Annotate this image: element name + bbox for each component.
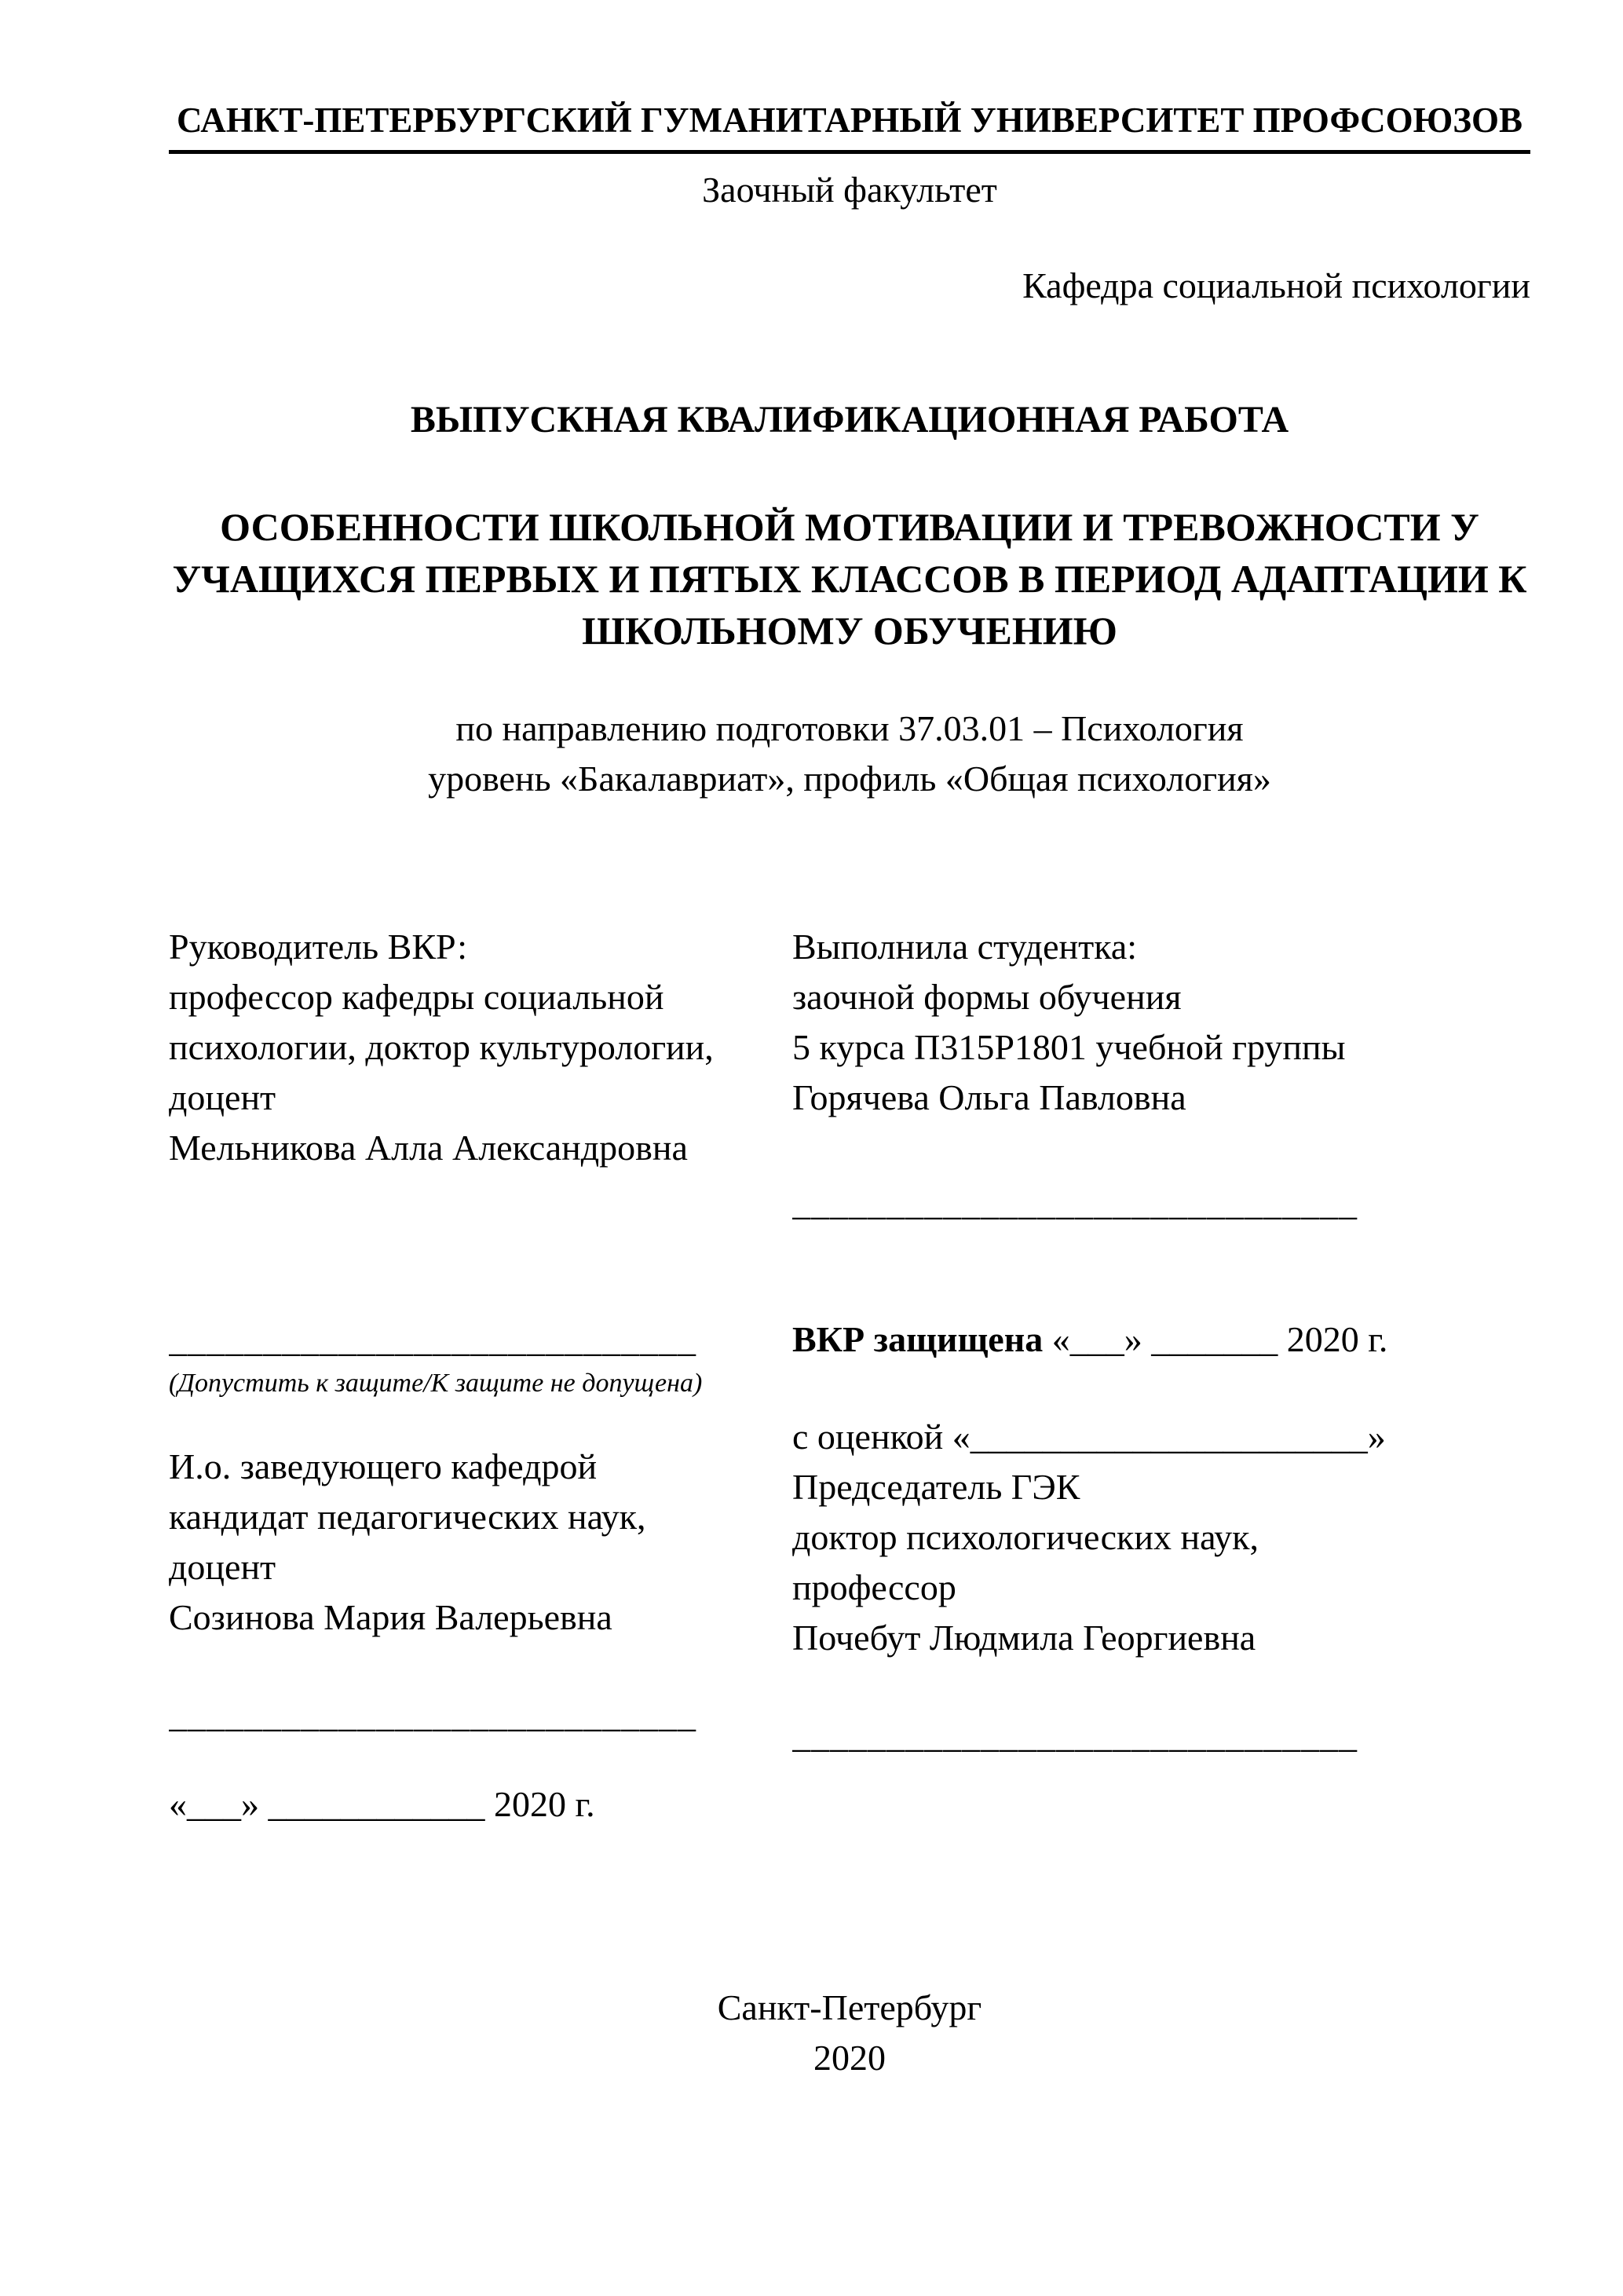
supervisor-position-line: психологии, доктор культурологии, [169,1027,714,1067]
footer-year: 2020 [813,2038,886,2078]
committee-signature-line: ______________________________ [792,1715,1358,1755]
supervisor-position-line: доцент [169,1077,276,1117]
university-header [169,98,1530,154]
admission-signature-line: ____________________________ [169,1319,696,1359]
department-head-block [169,1442,792,1643]
thesis-title-line: ОСОБЕННОСТИ ШКОЛЬНОЙ МОТИВАЦИИ И ТРЕВОЖНОСТИ У [220,505,1479,549]
department-name: Кафедра социальной психологии [1022,265,1530,305]
student-signature-line: ______________________________ [792,1183,1358,1223]
supervisor-position-line: профессор кафедры социальной [169,977,664,1017]
university-name: САНКТ-ПЕТЕРБУРГСКИЙ ГУМАНИТАРНЫЙ УНИВЕРСИТЕТ ПРОФСОЮЗОВ [176,101,1523,140]
program-info [169,704,1530,804]
thesis-title [169,501,1530,656]
department-head-title: доцент [169,1547,276,1587]
supervisor-block [169,922,792,1173]
committee-chair-degree: доктор психологических наук, [792,1517,1259,1557]
supervisor-role-label: Руководитель ВКР: [169,927,468,967]
student-role-label: Выполнила студентка: [792,927,1138,967]
faculty-name: Заочный факультет [702,170,997,210]
program-level: уровень «Бакалавриат», профиль «Общая психология» [428,759,1271,799]
work-type-heading: ВЫПУСКНАЯ КВАЛИФИКАЦИОННАЯ РАБОТА [410,399,1289,441]
committee-chair-name: Почебут Людмила Георгиевна [792,1618,1256,1658]
defense-label: ВКР защищена [792,1319,1044,1359]
committee-chair-role: Председатель ГЭК [792,1467,1080,1507]
footer-city: Санкт-Петербург [717,1987,982,2027]
signatures-section [169,922,1530,1830]
committee-chair-title: профессор [792,1567,956,1607]
grade-blank-line: с оценкой «______________________» [792,1417,1386,1457]
defense-date-blank: «___» _______ 2020 г. [1043,1319,1388,1359]
student-block [792,922,1530,1123]
department-head-date-blank: «___» ____________ 2020 г. [169,1784,595,1824]
footer [169,1983,1530,2083]
department-head-role: И.о. заведующего кафедрой [169,1446,598,1486]
admission-note: (Допустить к защите/К защите не допущена) [169,1369,703,1398]
department-head-degree: кандидат педагогических наук, [169,1497,646,1537]
defense-date-line [792,1314,1530,1365]
thesis-title-line: УЧАЩИХСЯ ПЕРВЫХ И ПЯТЫХ КЛАССОВ В ПЕРИОД АДАПТАЦИИ К [172,557,1527,601]
student-name: Горячева Ольга Павловна [792,1077,1186,1117]
program-direction: по направлению подготовки 37.03.01 – Психология [455,708,1244,748]
student-study-form: заочной формы обучения [792,977,1182,1017]
department-head-signature-line: ____________________________ [169,1695,696,1735]
student-group: 5 курса П315Р1801 учебной группы [792,1027,1346,1067]
supervisor-name: Мельникова Алла Александровна [169,1128,688,1168]
right-column [792,922,1530,1830]
left-column [169,922,792,1830]
department-head-name: Созинова Мария Валерьевна [169,1597,612,1637]
grade-committee-block [792,1412,1530,1663]
thesis-title-line: ШКОЛЬНОМУ ОБУЧЕНИЮ [582,609,1117,653]
